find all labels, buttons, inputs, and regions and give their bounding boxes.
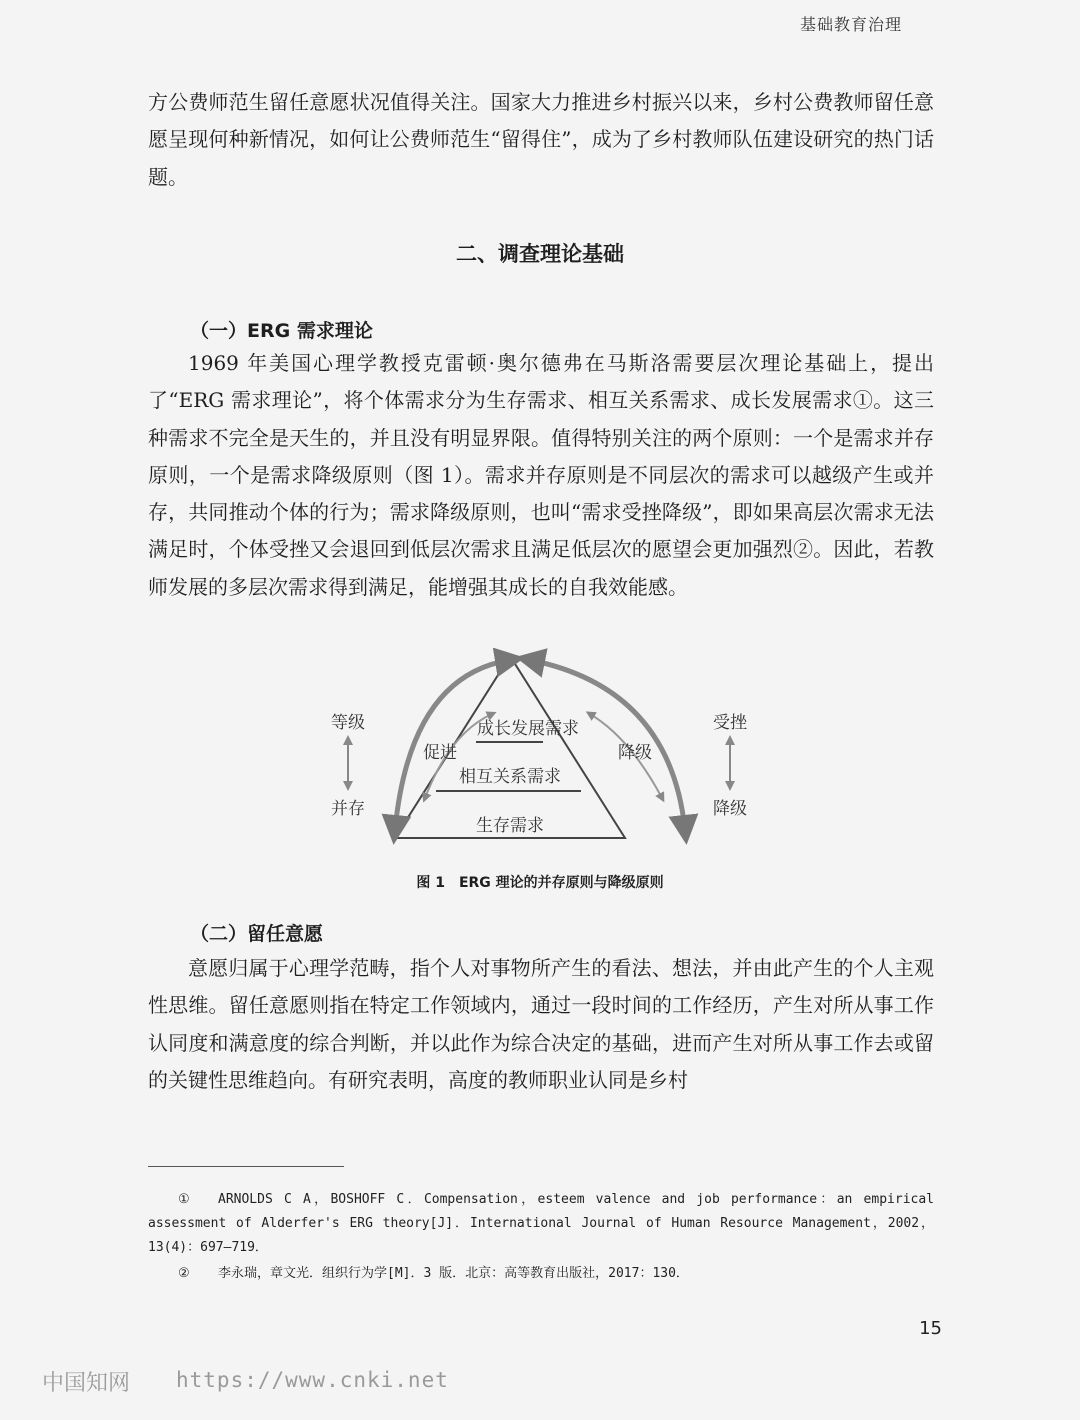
paragraph-erg: 1969 年美国心理学教授克雷顿·奥尔德弗在马斯洛需要层次理论基础上，提出了“ERG 需求理论”，将个体需求分为生存需求、相互关系需求、成长发展需求①。这三种需求不完全是天生的，并且没有明显界限。值得特别关注的两个原则：一个是需求并存原则，一个是需求降级原则（图 1）。需求并存原则是不同层次的需求可以越级产生或并存，共同推动个体的行为；需求降级原则，也叫“需求受挫降级”，即如果高层次需求无法满足时，个体受挫又会退回到低层次需求且满足低层次的愿望会更加强烈②。因此，若教师发展的多层次需求得到满足，能增强其成长的自我效能感。	[148, 351, 934, 599]
arc-right-arrow	[530, 660, 685, 830]
footnote-2	[148, 1262, 934, 1286]
watermark-url[interactable]: https://www.cnki.net	[176, 1368, 449, 1392]
footnote-1	[148, 1188, 934, 1260]
side-right-top-label: 受挫	[713, 713, 747, 733]
footnote-2-mark: ②	[178, 1266, 190, 1281]
level-top-label: 成长发展需求	[477, 719, 579, 739]
section-title: 二、调查理论基础	[456, 242, 624, 266]
running-head: 基础教育治理	[799, 15, 902, 34]
side-left-bottom-label: 并存	[331, 799, 365, 819]
subsection-title-erg: （一）ERG 需求理论	[190, 320, 373, 342]
footnote-2-text: 李永瑞，章文光．组织行为学[M]．3 版．北京：高等教育出版社，2017：130．	[218, 1266, 689, 1281]
page-number: 15	[919, 1318, 942, 1339]
downgrade-label: 降级	[618, 743, 652, 763]
promote-label: 促进	[423, 743, 457, 763]
subsection-title-retention: （二）留任意愿	[190, 923, 324, 945]
footnote-rule	[148, 1166, 344, 1167]
erg-figure	[300, 648, 780, 848]
watermark-logo-text: 中国知网	[42, 1371, 131, 1396]
level-bottom-label: 生存需求	[476, 816, 544, 836]
footnote-1-mark: ①	[178, 1192, 190, 1207]
paragraph-intro: 方公费师范生留任意愿状况值得关注。国家大力推进乡村振兴以来，乡村公费教师留任意愿呈现何种新情况，如何让公费师范生“留得住”，成为了乡村教师队伍建设研究的热门话题。	[148, 90, 934, 189]
footnote-1-text: ARNOLDS C A，BOSHOFF C．Compensation，esteem valence and job performance：an empirical assessment of Alderfer's ERG theory[J]．International Journal of Human Resource Management，2002，13(4)：697—719．	[148, 1192, 934, 1255]
side-right-bottom-label: 降级	[713, 799, 747, 819]
paragraph-retention: 意愿归属于心理学范畴，指个人对事物所产生的看法、想法，并由此产生的个人主观性思维。留任意愿则指在特定工作领域内，通过一段时间的工作经历，产生对所从事工作认同度和满意度的综合判断，并以此作为综合决定的基础，进而产生对所从事工作去或留的关键性思维趋向。有研究表明，高度的教师职业认同是乡村	[148, 956, 934, 1092]
side-left-top-label: 等级	[331, 713, 365, 733]
figure-caption: 图 1 ERG 理论的并存原则与降级原则	[416, 875, 664, 891]
level-middle-label: 相互关系需求	[459, 767, 561, 787]
